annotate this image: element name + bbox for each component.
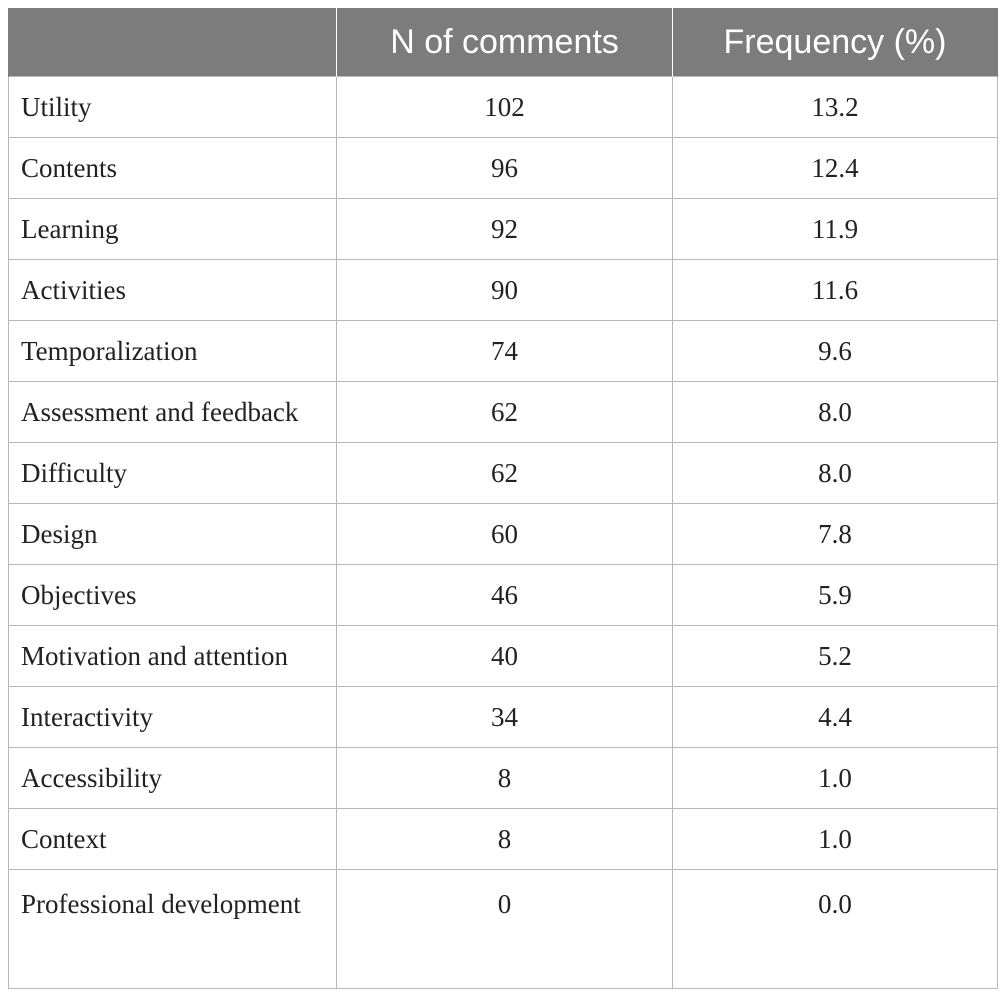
n-comments-cell: 8 [337, 748, 673, 809]
n-comments-cell: 60 [337, 504, 673, 565]
category-cell: Context [9, 809, 337, 870]
n-comments-cell: 102 [337, 77, 673, 138]
category-cell: Accessibility [9, 748, 337, 809]
n-comments-cell: 8 [337, 809, 673, 870]
category-cell: Professional development [9, 870, 337, 989]
table-body [9, 77, 998, 989]
table-row [9, 626, 998, 687]
n-comments-cell: 96 [337, 138, 673, 199]
frequency-cell: 5.9 [673, 565, 998, 626]
table-row [9, 199, 998, 260]
table-row [9, 809, 998, 870]
frequency-cell: 5.2 [673, 626, 998, 687]
frequency-cell: 1.0 [673, 809, 998, 870]
category-cell: Contents [9, 138, 337, 199]
category-cell: Utility [9, 77, 337, 138]
table-row [9, 504, 998, 565]
category-cell: Difficulty [9, 443, 337, 504]
table-header [9, 8, 998, 77]
header-n-of-comments: N of comments [337, 8, 673, 77]
table-row [9, 565, 998, 626]
comments-frequency-table [8, 8, 998, 989]
table-row [9, 443, 998, 504]
table-row [9, 77, 998, 138]
n-comments-cell: 46 [337, 565, 673, 626]
table-row [9, 870, 998, 989]
n-comments-cell: 62 [337, 443, 673, 504]
header-category [9, 8, 337, 77]
category-cell: Assessment and feedback [9, 382, 337, 443]
frequency-cell: 9.6 [673, 321, 998, 382]
n-comments-cell: 62 [337, 382, 673, 443]
table-row [9, 748, 998, 809]
table-row [9, 382, 998, 443]
frequency-cell: 7.8 [673, 504, 998, 565]
n-comments-cell: 74 [337, 321, 673, 382]
table-row [9, 260, 998, 321]
header-frequency: Frequency (%) [673, 8, 998, 77]
category-cell: Design [9, 504, 337, 565]
category-cell: Objectives [9, 565, 337, 626]
n-comments-cell: 34 [337, 687, 673, 748]
category-cell: Learning [9, 199, 337, 260]
frequency-cell: 8.0 [673, 382, 998, 443]
category-cell: Activities [9, 260, 337, 321]
comments-frequency-table-container [8, 8, 997, 989]
frequency-cell: 11.6 [673, 260, 998, 321]
n-comments-cell: 40 [337, 626, 673, 687]
n-comments-cell: 92 [337, 199, 673, 260]
category-cell: Motivation and attention [9, 626, 337, 687]
n-comments-cell: 0 [337, 870, 673, 989]
table-row [9, 687, 998, 748]
n-comments-cell: 90 [337, 260, 673, 321]
category-cell: Interactivity [9, 687, 337, 748]
header-row [9, 8, 998, 77]
frequency-cell: 8.0 [673, 443, 998, 504]
table-row [9, 138, 998, 199]
frequency-cell: 1.0 [673, 748, 998, 809]
frequency-cell: 13.2 [673, 77, 998, 138]
table-row [9, 321, 998, 382]
frequency-cell: 0.0 [673, 870, 998, 989]
frequency-cell: 4.4 [673, 687, 998, 748]
frequency-cell: 11.9 [673, 199, 998, 260]
category-cell: Temporalization [9, 321, 337, 382]
frequency-cell: 12.4 [673, 138, 998, 199]
